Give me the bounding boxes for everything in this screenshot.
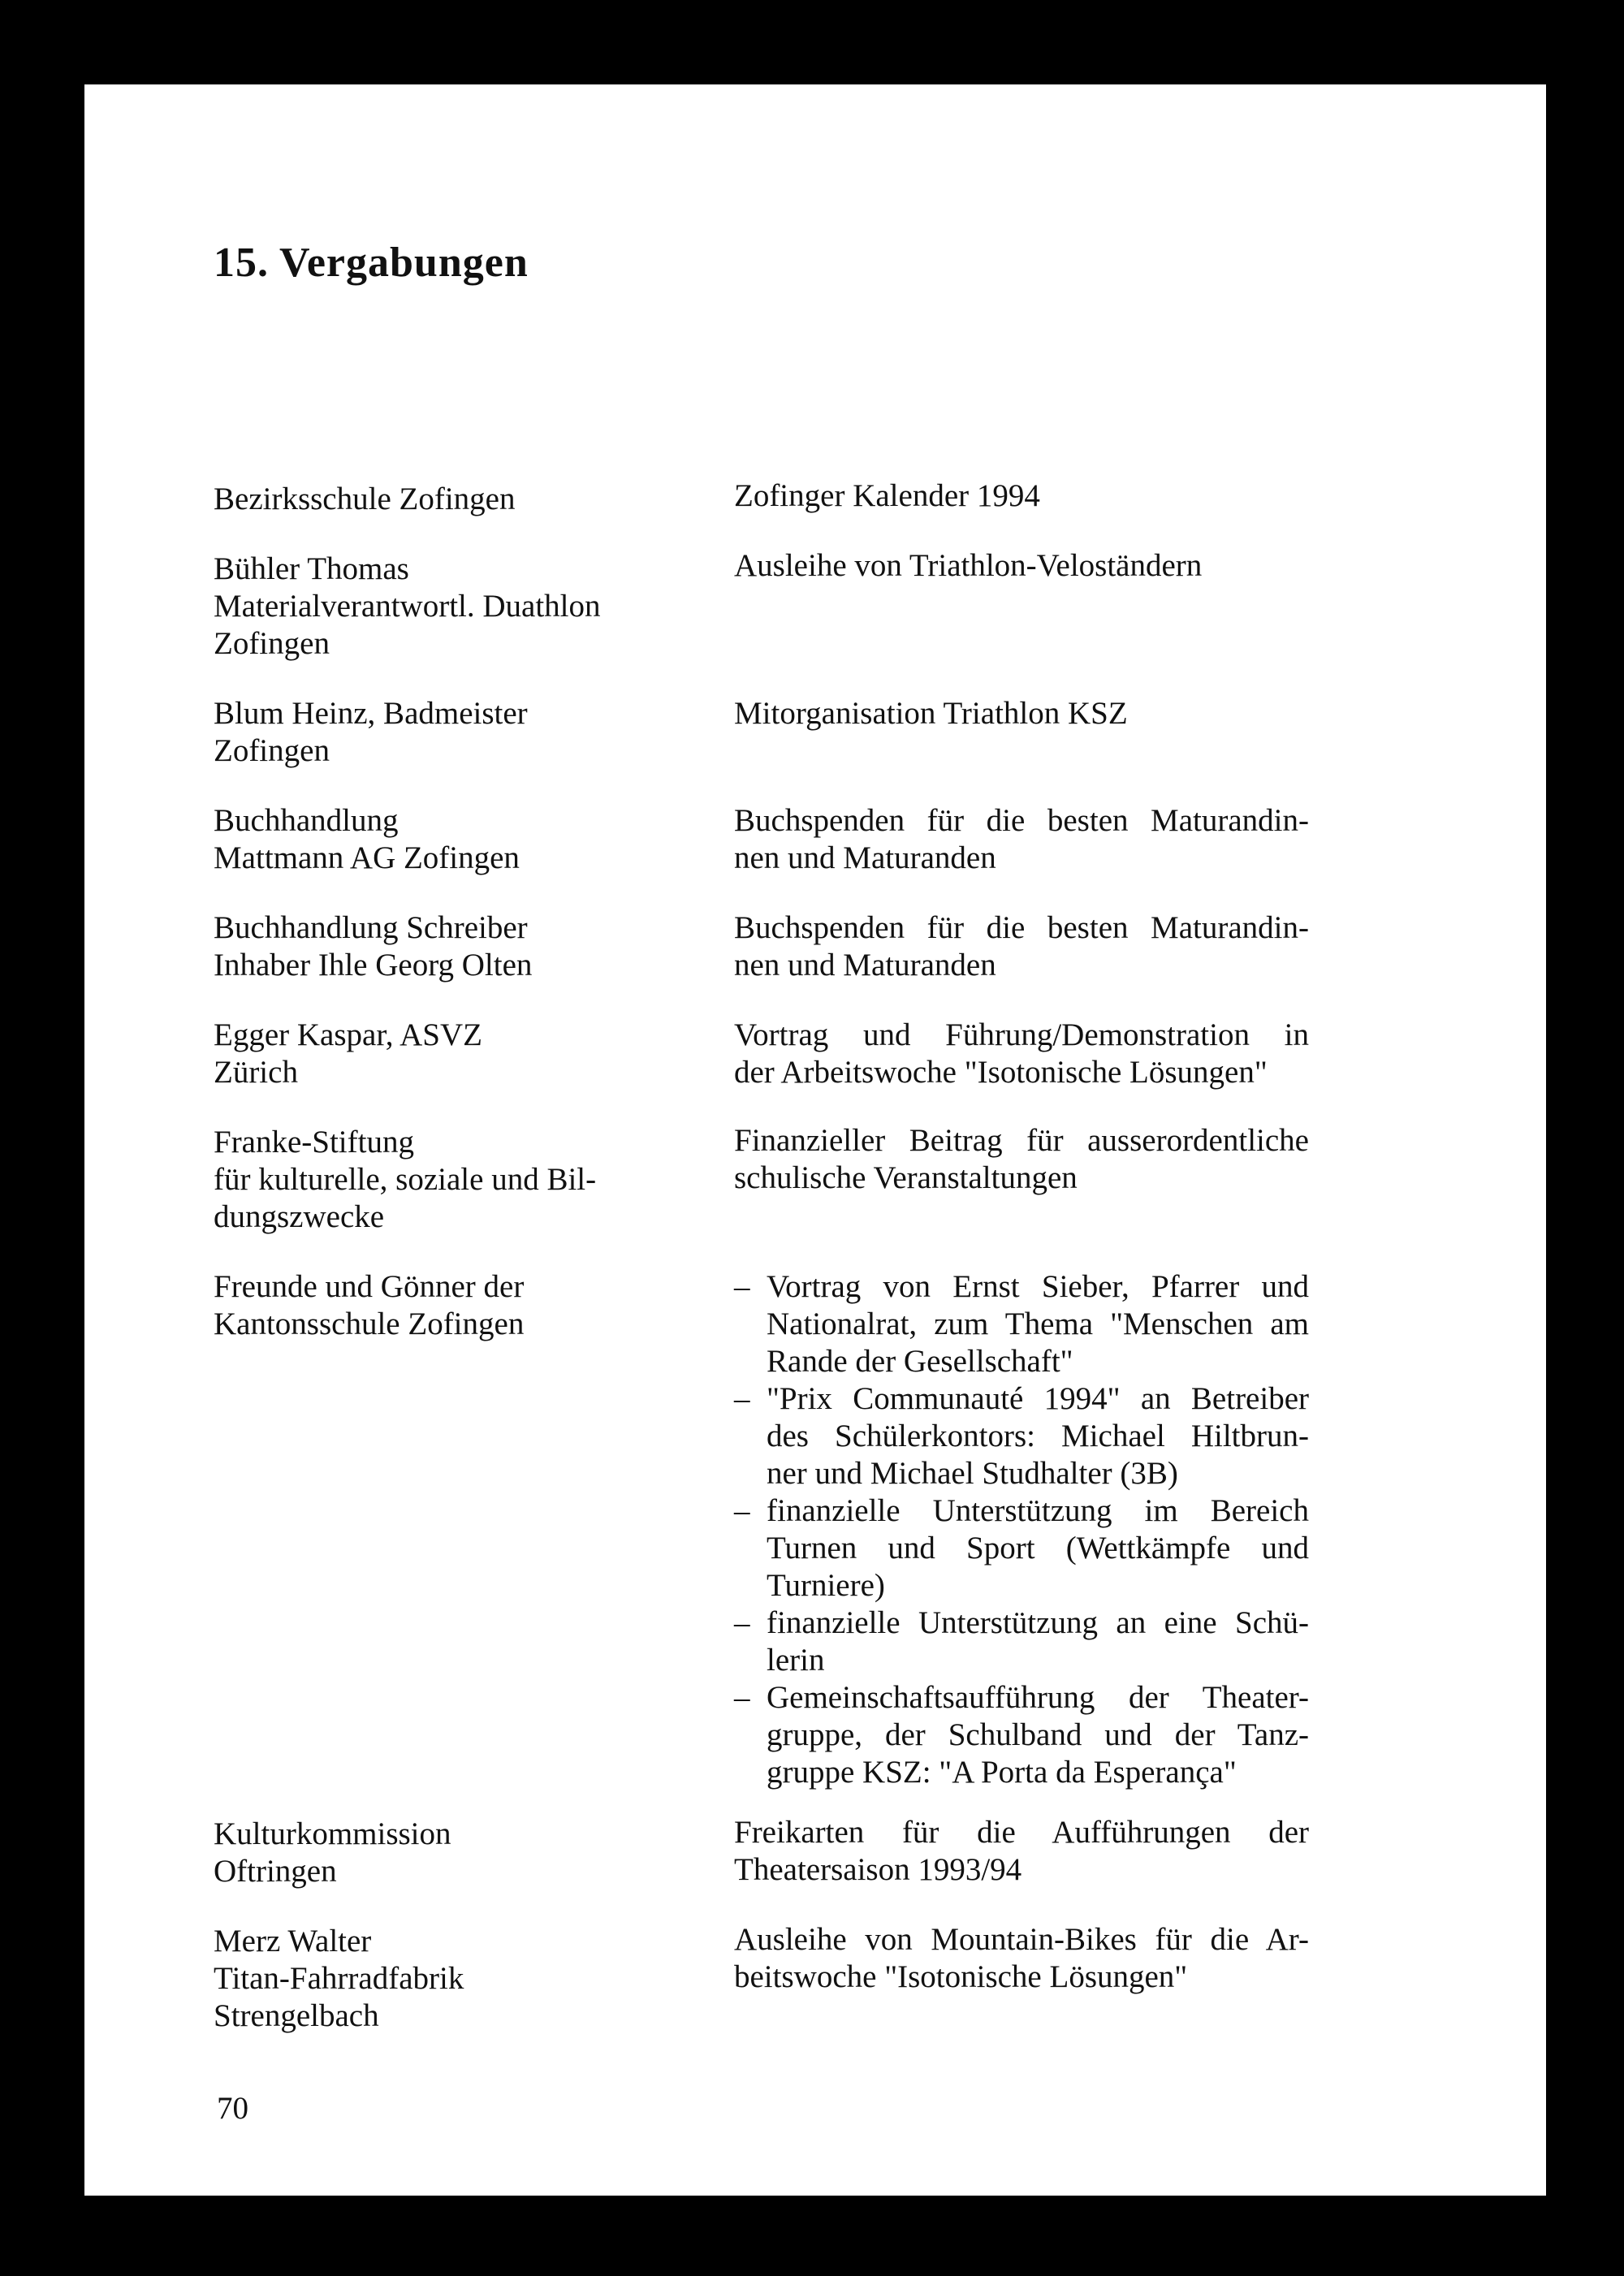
donor-line: für kulturelle, soziale und Bil- <box>214 1162 597 1197</box>
donor-line: Titan-Fahrradfabrik <box>214 1961 464 1996</box>
contribution-line: nen und Maturanden <box>734 840 996 875</box>
contribution-merz <box>734 1921 1309 1996</box>
contribution-line: beitswoche "Isotonische Lösungen" <box>734 1959 1188 1994</box>
contribution-line: Buchspenden für die besten Maturandin- <box>734 910 1309 945</box>
bullet-line: Rande der Gesellschaft" <box>767 1344 1073 1379</box>
donor-line: Kulturkommission <box>214 1816 451 1851</box>
contribution-line: Ausleihe von Triathlon-Veloständern <box>734 548 1203 583</box>
list-item <box>734 1380 1309 1492</box>
donor-kulturkommission <box>214 1816 766 1890</box>
donor-egger <box>214 1017 766 1091</box>
donor-freunde <box>214 1268 766 1343</box>
contribution-line: nen und Maturanden <box>734 948 996 983</box>
donor-line: dungszwecke <box>214 1199 385 1234</box>
list-item <box>734 1268 1309 1380</box>
donor-line: Oftringen <box>214 1854 337 1889</box>
list-item <box>734 1679 1309 1791</box>
contribution-line: Ausleihe von Mountain-Bikes für die Ar- <box>734 1922 1309 1957</box>
bullet-dash: – <box>734 1605 750 1640</box>
donor-line: Bühler Thomas <box>214 551 409 586</box>
donor-bezirksschule <box>214 481 766 518</box>
contribution-line: Freikarten für die Aufführungen der <box>734 1815 1309 1850</box>
contribution-bezirksschule <box>734 477 1309 515</box>
donor-line: Kantonsschule Zofingen <box>214 1306 525 1341</box>
donor-line: Buchhandlung <box>214 803 399 838</box>
bullet-line: ner und Michael Studhalter (3B) <box>767 1456 1178 1491</box>
contribution-line: schulische Veranstaltungen <box>734 1160 1078 1195</box>
contribution-line: Buchspenden für die besten Maturandin- <box>734 803 1309 838</box>
donor-line: Zofingen <box>214 733 330 768</box>
donor-franke <box>214 1124 766 1236</box>
donor-line: Freunde und Gönner der <box>214 1269 525 1304</box>
contribution-schreiber <box>734 909 1309 984</box>
bullet-line: Vortrag von Ernst Sieber, Pfarrer und <box>767 1269 1309 1304</box>
page-title: 15. Vergabungen <box>214 240 529 286</box>
bullet-dash: – <box>734 1493 750 1528</box>
contribution-line: Vortrag und Führung/Demonstration in <box>734 1017 1309 1052</box>
contribution-buehler <box>734 547 1309 585</box>
donor-line: Mattmann AG Zofingen <box>214 840 520 875</box>
donor-schreiber <box>214 909 766 984</box>
bullet-line: Turniere) <box>767 1568 885 1603</box>
bullet-line: gruppe KSZ: "A Porta da Esperança" <box>767 1755 1237 1790</box>
contribution-blum <box>734 695 1309 732</box>
page-number: 70 <box>217 2091 248 2126</box>
contribution-freunde-list <box>734 1268 1309 1791</box>
contribution-kulturkommission <box>734 1814 1309 1889</box>
list-item <box>734 1604 1309 1679</box>
donor-line: Materialverantwortl. Duathlon <box>214 589 601 624</box>
donor-line: Egger Kaspar, ASVZ <box>214 1017 482 1052</box>
bullet-line: finanzielle Unterstützung im Bereich <box>767 1493 1309 1528</box>
contribution-line: Finanzieller Beitrag für ausserordentliche <box>734 1123 1309 1158</box>
bullet-line: des Schülerkontors: Michael Hiltbrun- <box>767 1419 1309 1453</box>
contribution-line: Mitorganisation Triathlon KSZ <box>734 696 1128 731</box>
bullet-dash: – <box>734 1381 750 1416</box>
donor-line: Blum Heinz, Badmeister <box>214 696 528 731</box>
bullet-line: Nationalrat, zum Thema "Menschen am <box>767 1306 1309 1341</box>
donor-line: Zofingen <box>214 626 330 661</box>
bullet-dash: – <box>734 1269 750 1304</box>
bullet-line: lerin <box>767 1643 825 1678</box>
donor-line: Inhaber Ihle Georg Olten <box>214 948 533 983</box>
contribution-franke <box>734 1122 1309 1197</box>
donor-line: Merz Walter <box>214 1924 372 1959</box>
donor-line: Zürich <box>214 1055 298 1090</box>
bullet-line: Gemeinschaftsaufführung der Theater- <box>767 1680 1309 1715</box>
bullet-line: "Prix Communauté 1994" an Betreiber <box>767 1381 1309 1416</box>
contribution-line: der Arbeitswoche "Isotonische Lösungen" <box>734 1055 1268 1090</box>
bullet-line: Turnen und Sport (Wettkämpfe und <box>767 1531 1309 1566</box>
contribution-mattmann <box>734 802 1309 877</box>
document-page <box>84 84 1546 2196</box>
donor-mattmann <box>214 802 766 877</box>
contribution-line: Zofinger Kalender 1994 <box>734 478 1040 513</box>
bullet-line: gruppe, der Schulband und der Tanz- <box>767 1717 1309 1752</box>
donor-line: Franke-Stiftung <box>214 1125 414 1160</box>
donor-line: Buchhandlung Schreiber <box>214 910 528 945</box>
donor-merz <box>214 1923 766 2035</box>
bullet-line: finanzielle Unterstützung an eine Schü- <box>767 1605 1309 1640</box>
donor-line: Strengelbach <box>214 1998 379 2033</box>
list-item <box>734 1492 1309 1604</box>
contribution-line: Theatersaison 1993/94 <box>734 1852 1022 1887</box>
donor-blum <box>214 695 766 770</box>
donor-line: Bezirksschule Zofingen <box>214 482 516 516</box>
bullet-dash: – <box>734 1680 750 1715</box>
donor-buehler <box>214 551 766 663</box>
contribution-egger <box>734 1017 1309 1091</box>
